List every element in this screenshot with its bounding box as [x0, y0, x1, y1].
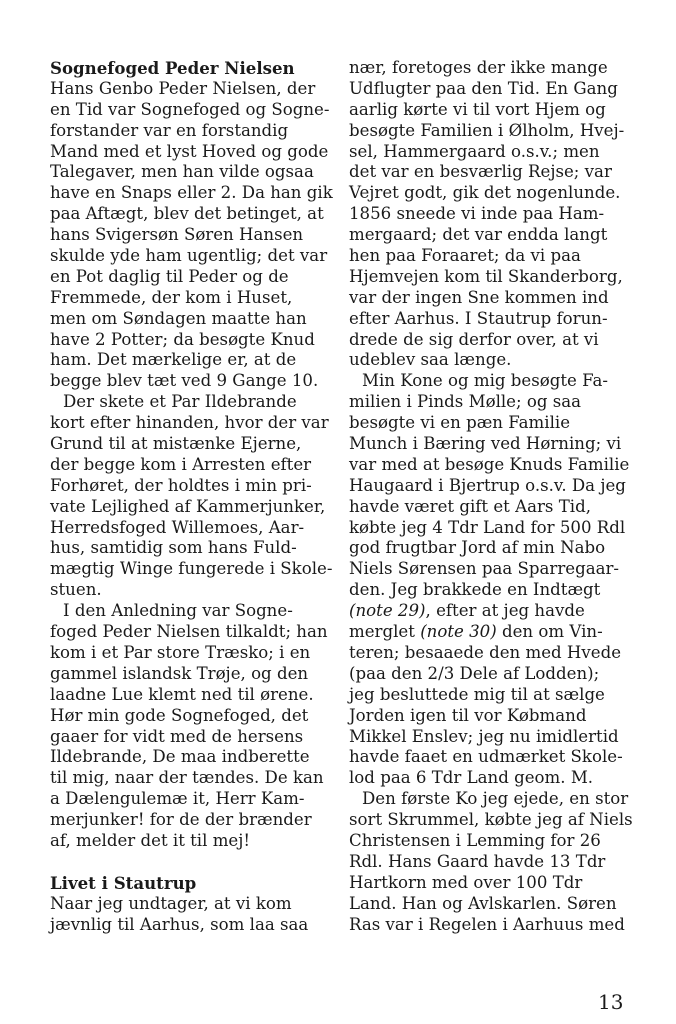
text-line: I den Anledning var Sogne-: [63, 601, 293, 621]
text-line: mergaard; det var endda langt: [349, 225, 608, 245]
text-line: milien i Pinds Mølle; og saa: [349, 392, 582, 412]
text-line: efter Aarhus. I Stautrup forun-: [349, 308, 608, 328]
text-line: Herredsfoged Willemoes, Aar-: [50, 517, 305, 537]
text-span: , efter at jeg havde: [425, 601, 585, 621]
text-line: sort Skrummel, købte jeg af Niels: [349, 810, 633, 830]
text-line: Jorden igen til vor Købmand: [349, 705, 587, 725]
paragraph: [50, 601, 332, 852]
text-line: merjunker! for de der brænder: [50, 810, 312, 830]
right-column: [349, 58, 631, 935]
text-line: stuen.: [50, 580, 102, 600]
text-line: teren; besaaede den med Hvede: [349, 642, 622, 662]
text-line: Udflugter paa den Tid. En Gang: [349, 78, 618, 98]
text-line: jævnlig til Aarhus, som laa saa: [50, 914, 309, 934]
page-number: 13: [598, 990, 624, 1014]
text-line: ham. Det mærkelige er, at de: [50, 350, 297, 370]
text-line: gammel islandsk Trøje, og den: [50, 663, 309, 683]
text-line: laadne Lue klemt ned til ørene.: [50, 684, 314, 704]
text-line: have 2 Potter; da besøgte Knud: [50, 329, 315, 349]
text-line: Der skete et Par Ildebrande: [63, 392, 297, 412]
text-line: der begge kom i Arresten efter: [50, 454, 312, 474]
paragraph: [349, 371, 631, 789]
section-heading: Livet i Stautrup: [50, 872, 197, 893]
text-line: a Dælengulemæ it, Herr Kam-: [50, 789, 305, 809]
text-line: hans Svigersøn Søren Hansen: [50, 225, 304, 245]
note-reference: (note 29): [349, 601, 426, 621]
text-line: lod paa 6 Tdr Land geom. M.: [349, 768, 594, 788]
text-line: Munch i Bæring ved Hørning; vi: [349, 434, 622, 454]
paragraph: [349, 789, 631, 935]
text-line: (paa den 2/3 Dele af Lodden);: [349, 663, 600, 683]
text-line: gaaer for vidt med de hersens: [50, 726, 304, 746]
text-line: Vejret godt, gik det nogenlunde.: [349, 183, 621, 203]
text-line: mægtig Winge fungerede i Skole-: [50, 559, 333, 579]
text-line: [349, 622, 631, 643]
text-line: var med at besøge Knuds Familie: [349, 454, 630, 474]
text-line: Hør min gode Sognefoged, det: [50, 705, 309, 725]
text-line: foged Peder Nielsen tilkaldt; han: [50, 622, 328, 642]
text-line: nær, foretoges der ikke mange: [349, 58, 608, 77]
paragraph: [50, 79, 332, 392]
text-line: Hjemvejen kom til Skanderborg,: [349, 266, 623, 286]
text-line: det var en besværlig Rejse; var: [349, 162, 612, 182]
text-line: Land. Han og Avlskarlen. Søren: [349, 893, 617, 913]
text-line: Christensen i Lemming for 26: [349, 830, 601, 850]
text-line: en Pot daglig til Peder og de: [50, 266, 289, 286]
text-line: Fremmede, der kom i Huset,: [50, 287, 293, 307]
text-line: Niels Sørensen paa Sparregaar-: [349, 559, 620, 579]
text-line: vate Lejlighed af Kammerjunker,: [50, 496, 326, 516]
text-line: Rdl. Hans Gaard havde 13 Tdr: [349, 851, 606, 871]
text-line: paa Aftægt, blev det betinget, at: [50, 204, 324, 224]
text-line: [349, 601, 631, 622]
text-line: Haugaard i Bjertrup o.s.v. Da jeg: [349, 475, 626, 495]
text-line: var der ingen Sne kommen ind: [349, 287, 609, 307]
paragraph: [349, 58, 631, 371]
left-column: [50, 58, 332, 935]
text-line: Min Kone og mig besøgte Fa-: [362, 371, 609, 391]
text-line: af, melder det it til mej!: [50, 830, 251, 850]
text-line: havde faaet en udmærket Skole-: [349, 747, 623, 767]
text-line: en Tid var Sognefoged og Sogne-: [50, 99, 330, 119]
text-line: aarlig kørte vi til vort Hjem og: [349, 99, 606, 119]
text-line: hen paa Foraaret; da vi paa: [349, 246, 581, 266]
text-line: Forhøret, der holdtes i min pri-: [50, 475, 312, 495]
section-heading: Sognefoged Peder Nielsen: [50, 58, 295, 78]
text-line: god frugtbar Jord af min Nabo: [349, 538, 606, 558]
text-line: Ildebrande, De maa indberette: [50, 747, 310, 767]
text-line: Grund til at mistænke Ejerne,: [50, 434, 302, 454]
text-span: merglet: [349, 622, 421, 642]
text-line: Ras var i Regelen i Aarhuus med: [349, 914, 625, 934]
text-line: have en Snaps eller 2. Da han gik: [50, 183, 333, 203]
text-line: besøgte Familien i Ølholm, Hvej-: [349, 120, 625, 140]
text-line: men om Søndagen maatte han: [50, 308, 307, 328]
text-line: skulde yde ham ugentlig; det var: [50, 246, 328, 266]
text-line: Naar jeg undtager, at vi kom: [50, 893, 292, 913]
text-line: jeg besluttede mig til at sælge: [349, 684, 605, 704]
text-line: Hans Genbo Peder Nielsen, der: [50, 78, 316, 98]
text-line: kom i et Par store Træsko; i en: [50, 642, 311, 662]
note-reference: (note 30): [420, 622, 497, 642]
text-span: den om Vin-: [496, 622, 603, 642]
paragraph-gap: [50, 852, 332, 873]
paragraph: [50, 392, 332, 601]
paragraph: [50, 894, 332, 936]
text-line: til mig, naar der tændes. De kan: [50, 768, 324, 788]
text-line: Hartkorn med over 100 Tdr: [349, 872, 583, 892]
text-line: havde været gift et Aars Tid,: [349, 496, 591, 516]
text-line: sel, Hammergaard o.s.v.; men: [349, 141, 600, 161]
text-line: den. Jeg brakkede en Indtægt: [349, 580, 601, 600]
text-line: hus, samtidig som hans Fuld-: [50, 538, 297, 558]
text-line: Mikkel Enslev; jeg nu imidlertid: [349, 726, 619, 746]
text-line: forstander var en forstandig: [50, 120, 289, 140]
text-line: Talegaver, men han vilde ogsaa: [50, 162, 314, 182]
text-line: kort efter hinanden, hvor der var: [50, 413, 329, 433]
text-line: besøgte vi en pæn Familie: [349, 413, 571, 433]
text-line: begge blev tæt ved 9 Gange 10.: [50, 371, 319, 391]
text-line: 1856 sneede vi inde paa Ham-: [349, 204, 605, 224]
text-line: udeblev saa længe.: [349, 350, 512, 370]
text-line: drede de sig derfor over, at vi: [349, 329, 599, 349]
text-line: Mand med et lyst Hoved og gode: [50, 141, 329, 161]
text-line: købte jeg 4 Tdr Land for 500 Rdl: [349, 517, 626, 537]
text-line: Den første Ko jeg ejede, en stor: [362, 789, 629, 809]
